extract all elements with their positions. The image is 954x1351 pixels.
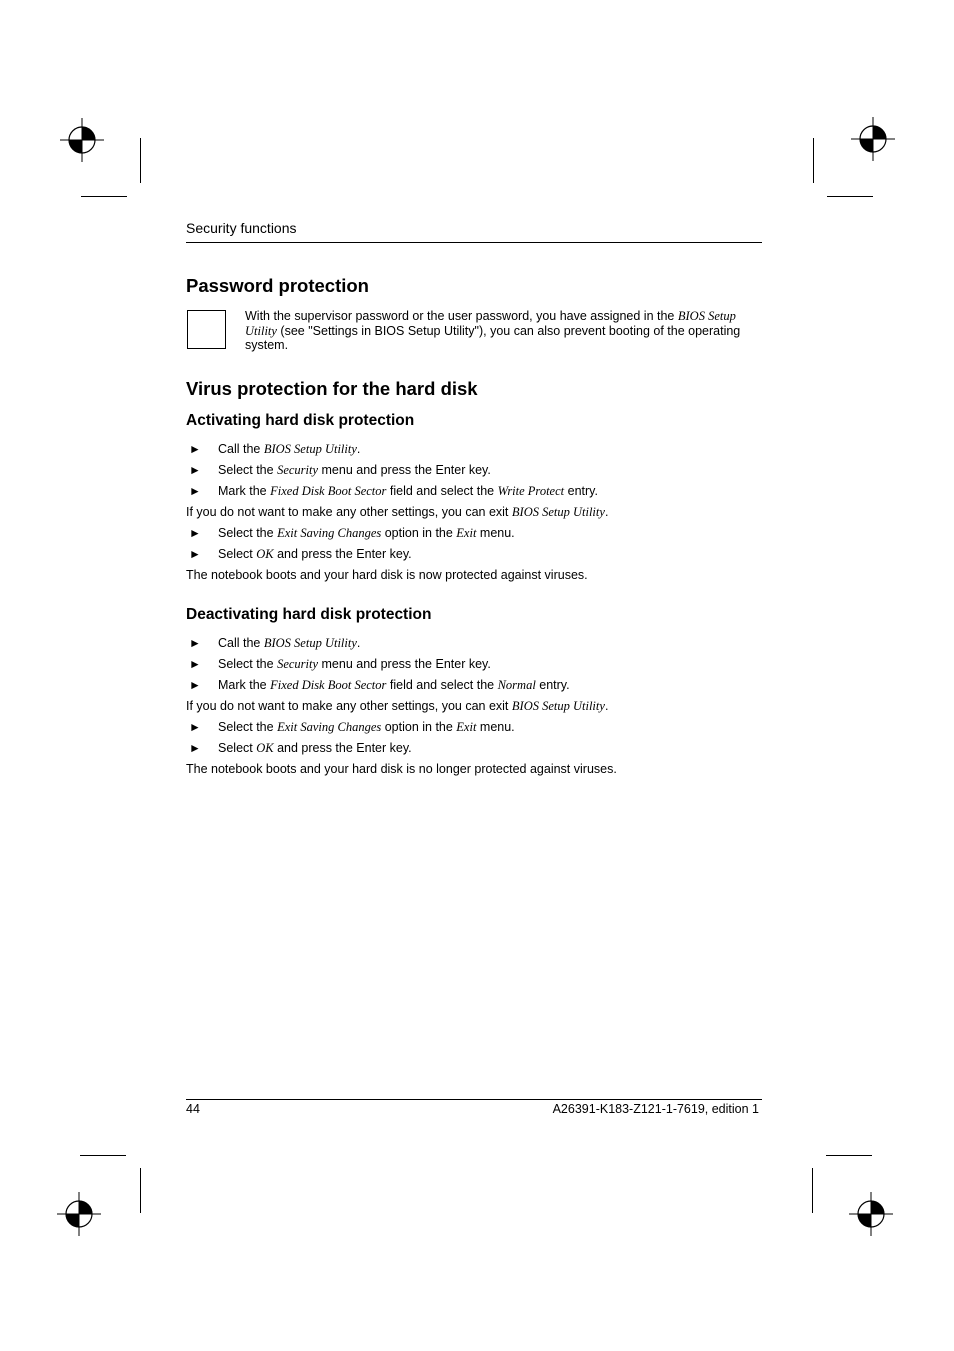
crop-line [140,138,141,183]
crop-line [826,1155,872,1156]
crop-line [81,196,127,197]
registration-mark-icon [849,1192,893,1236]
bullet-arrow-icon: ► [189,678,201,692]
crop-line [813,138,814,183]
bullet-arrow-icon: ► [189,463,201,477]
step-item: Select OK and press the Enter key. [218,547,412,561]
bullet-arrow-icon: ► [189,526,201,540]
header-rule [186,242,762,243]
bullet-arrow-icon: ► [189,442,201,456]
step-item: Select the Security menu and press the Enter key. [218,657,491,671]
bullet-arrow-icon: ► [189,547,201,561]
registration-mark-icon [57,1192,101,1236]
step-item: Call the BIOS Setup Utility. [218,442,361,456]
section-title-virus-protection: Virus protection for the hard disk [186,378,478,399]
step-item: Select the Exit Saving Changes option in the Exit menu. [218,720,515,734]
bullet-arrow-icon: ► [189,741,201,755]
footer-rule [186,1099,762,1100]
section-title-password-protection: Password protection [186,275,369,296]
subsection-title-activating: Activating hard disk protection [186,412,415,429]
step-item: Select the Exit Saving Changes option in the Exit menu. [218,526,515,540]
step-item: Select OK and press the Enter key. [218,741,412,755]
crop-line [140,1168,141,1213]
running-head: Security functions [186,220,297,236]
page-number: 44 [186,1102,200,1116]
step-item: Mark the Fixed Disk Boot Sector field and select the Write Protect entry. [218,484,598,498]
step-item: Call the BIOS Setup Utility. [218,636,361,650]
paragraph-result: The notebook boots and your hard disk is now protected against viruses. [186,568,588,582]
registration-mark-icon [851,117,895,161]
paragraph-exit-note: If you do not want to make any other settings, you can exit BIOS Setup Utility. [186,699,609,713]
note-icon [187,310,226,349]
step-item: Select the Security menu and press the Enter key. [218,463,491,477]
crop-line [812,1168,813,1213]
crop-line [80,1155,126,1156]
bullet-arrow-icon: ► [189,720,201,734]
paragraph-result: The notebook boots and your hard disk is no longer protected against viruses. [186,762,617,776]
bullet-arrow-icon: ► [189,484,201,498]
paragraph-exit-note: If you do not want to make any other settings, you can exit BIOS Setup Utility. [186,505,609,519]
document-id: A26391-K183-Z121-1-7619, edition 1 [552,1102,759,1116]
bullet-arrow-icon: ► [189,657,201,671]
crop-line [827,196,873,197]
step-item: Mark the Fixed Disk Boot Sector field and select the Normal entry. [218,678,570,692]
registration-mark-icon [60,118,104,162]
subsection-title-deactivating: Deactivating hard disk protection [186,606,432,623]
note-text: With the supervisor password or the user password, you have assigned in the BIOS Setup Utility (see "Settings in BIOS Setup Utility"), you can also prevent booting of the operating system. [245,309,741,353]
bullet-arrow-icon: ► [189,636,201,650]
